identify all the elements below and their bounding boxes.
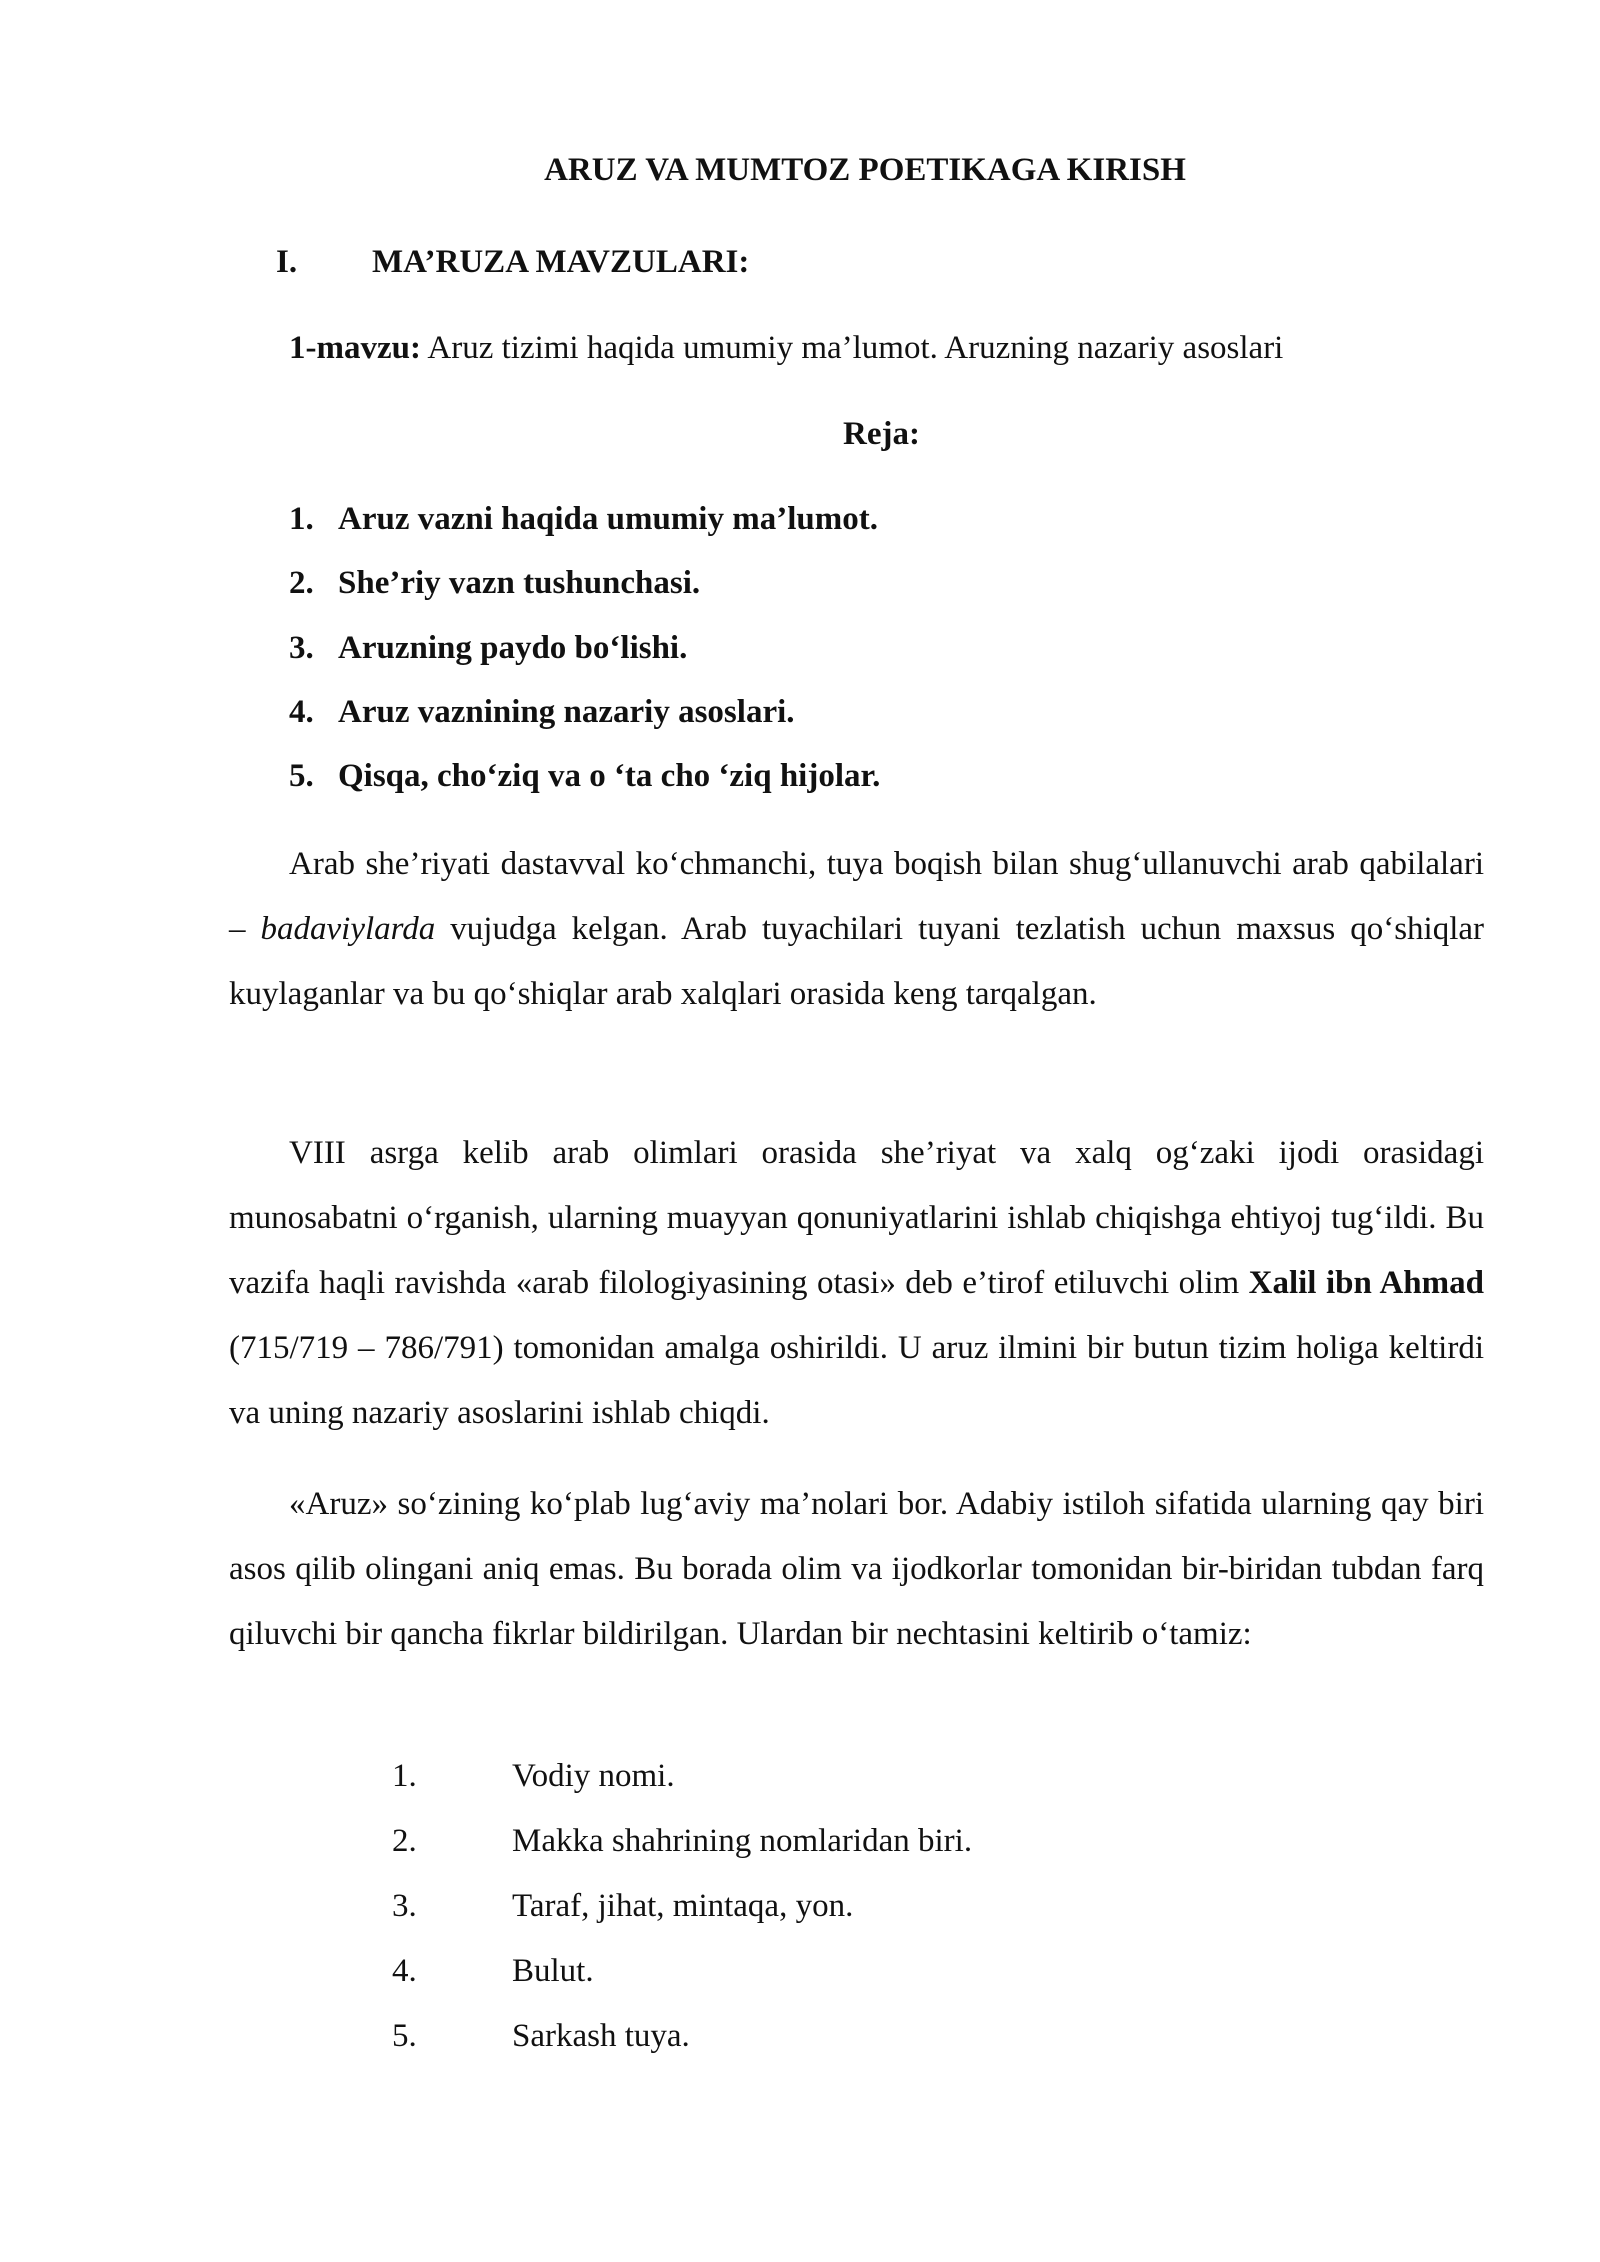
- paragraph-text: vujudga kelgan. Arab tuyachilari tuyani tezlatish uchun maxsus qo‘shiqlar kuylaganlar va bu qo‘shiqlar arab xalqlari orasida keng tarqalgan.: [229, 911, 1485, 1012]
- meaning-text: Vodiy nomi.: [512, 1758, 675, 1794]
- page-title: ARUZ VA MUMTOZ POETIKAGA KIRISH: [544, 152, 1186, 188]
- plan-item-number: 2.: [289, 565, 314, 601]
- body-paragraph: [229, 1121, 1484, 1446]
- plan-item: [289, 696, 795, 729]
- plan-item-number: 3.: [289, 630, 314, 666]
- paragraph-italic-term: badaviylarda: [260, 911, 436, 947]
- plan-item-number: 4.: [289, 694, 314, 730]
- plan-item-number: 5.: [289, 758, 314, 794]
- plan-item-text: Aruz vaznining nazariy asoslari.: [338, 694, 795, 730]
- body-paragraph: «Aruz» so‘zining ko‘plab lug‘aviy ma’nolari bor. Adabiy istiloh sifatida ularning qay biri asos qilib olingani aniq emas. Bu borada olim va ijodkorlar tomonidan bir-biridan tubdan farq qiluvchi bir qancha fikrlar bildirilgan. Ulardan bir nechtasini keltirib o‘tamiz:: [229, 1486, 1484, 1652]
- paragraph-text: VIII asrga kelib arab olimlari orasida she’riyat va xalq og‘zaki ijodi orasidagi munosabatni o‘rganish, ularning muayyan qonuniyatlarini ishlab chiqishga ehtiyoj tug‘ildi. Bu vazifa haqli ravishda «arab filologiyasining otasi» deb e’tirof etiluvchi olim: [229, 1135, 1484, 1301]
- meaning-number: 1.: [392, 1758, 417, 1794]
- section-title: MA’RUZA MAVZULARI:: [372, 244, 750, 280]
- paragraph-bold-name: Xalil ibn Ahmad: [1248, 1265, 1484, 1301]
- meaning-number: 5.: [392, 2018, 417, 2054]
- meaning-text: Taraf, jihat, mintaqa, yon.: [512, 1888, 854, 1924]
- plan-item-text: Aruz vazni haqida umumiy ma’lumot.: [338, 501, 878, 537]
- paragraph-text: Arab she’riyati dastavval ko‘chmanchi, tuya boqish bilan shug‘ullanuvchi arab qabilalari –: [229, 846, 1484, 947]
- plan-item: [289, 503, 878, 536]
- meaning-number: 4.: [392, 1953, 417, 1989]
- section-number: I.: [276, 244, 298, 280]
- meaning-number: 2.: [392, 1823, 417, 1859]
- meaning-text: Sarkash tuya.: [512, 2018, 690, 2054]
- meaning-number: 3.: [392, 1888, 417, 1924]
- plan-item-number: 1.: [289, 501, 314, 537]
- topic-line: [289, 332, 1283, 365]
- plan-item-text: She’riy vazn tushunchasi.: [338, 565, 701, 601]
- plan-item: [289, 632, 687, 665]
- topic-text: Aruz tizimi haqida umumiy ma’lumot. Aruzning nazariy asoslari: [420, 330, 1284, 366]
- body-paragraph: [229, 832, 1484, 1027]
- plan-item: [289, 567, 700, 600]
- paragraph-text: (715/719 – 786/791) tomonidan amalga oshirildi. U aruz ilmini bir butun tizim holiga keltirdi va uning nazariy asoslarini ishlab chiqdi.: [229, 1330, 1484, 1431]
- topic-label: 1-mavzu:: [289, 330, 421, 366]
- plan-item: [289, 760, 880, 793]
- meaning-text: Makka shahrining nomlaridan biri.: [512, 1823, 973, 1859]
- plan-item-text: Qisqa, cho‘ziq va o ‘ta cho ‘ziq hijolar.: [338, 758, 881, 794]
- meaning-text: Bulut.: [512, 1953, 594, 1989]
- plan-item-text: Aruzning paydo bo‘lishi.: [338, 630, 688, 666]
- plan-heading: Reja:: [843, 416, 920, 452]
